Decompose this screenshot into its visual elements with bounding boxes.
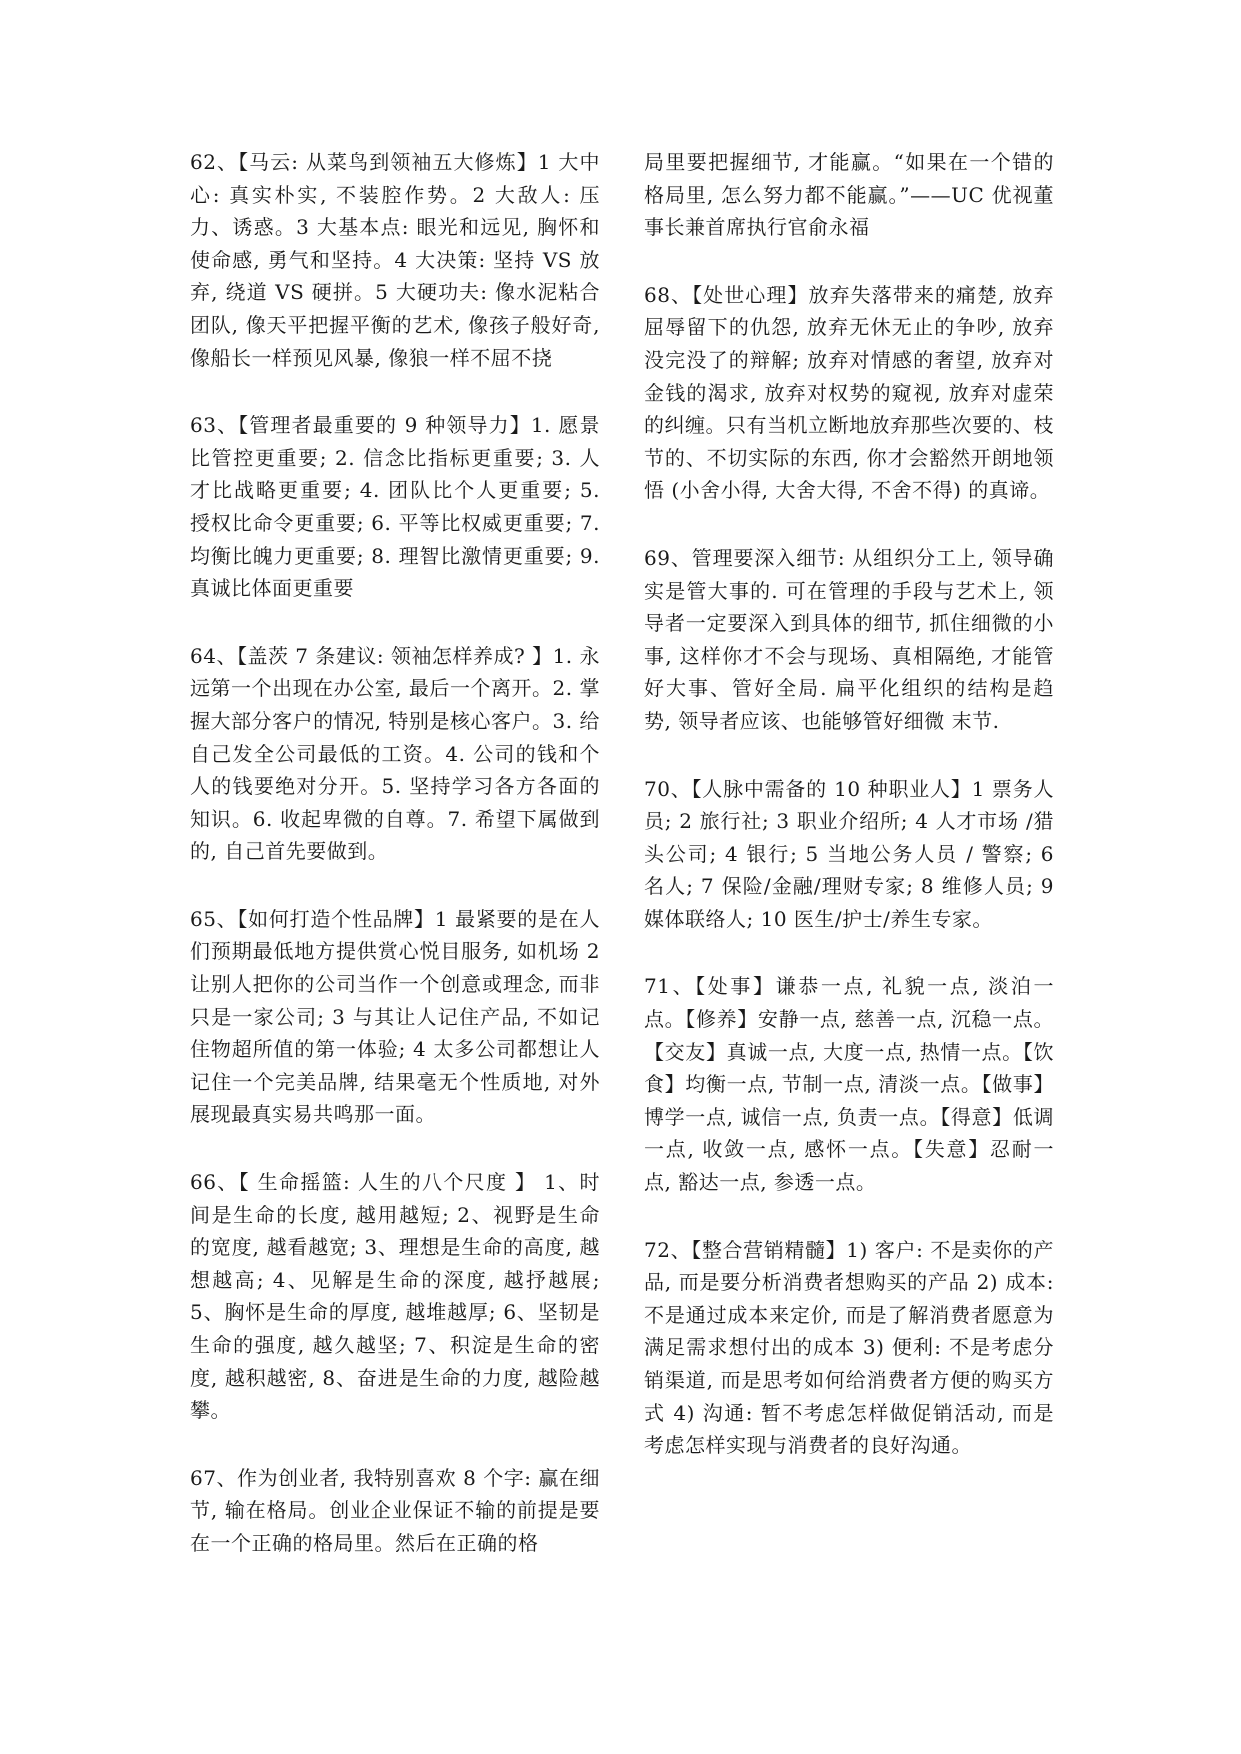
- left-column: [190, 146, 600, 1595]
- paragraph-67-start: 67、作为创业者, 我特别喜欢 8 个字: 赢在细节, 输在格局。创业企业保证不输的前提是要在一个正确的格局里。然后在正确的格: [190, 1465, 600, 1555]
- right-column: [644, 146, 1054, 1497]
- paragraph-67-end: 局里要把握细节, 才能赢。“如果在一个错的格局里, 怎么努力都不能赢。”——UC 优视董事长兼首席执行官俞永福: [644, 150, 1054, 240]
- paragraph-62: 62、【马云: 从菜鸟到领袖五大修炼】1 大中心: 真实朴实, 不装腔作势。2 大敌人: 压力、诱惑。3 大基本点: 眼光和远见, 胸怀和使命感, 勇气和坚持。4 大决策: 坚持 VS 放弃, 绕道 VS 硬拼。5 大硬功夫: 像水泥粘合团队, 像天平把握平衡的艺术, 像孩子般好奇, 像船长一样预见风暴, 像狼一样不屈不挠: [190, 150, 600, 370]
- paragraph-64: 64、【盖茨 7 条建议: 领袖怎样养成? 】1. 永远第一个出现在办公室, 最后一个离开。2. 掌握大部分客户的情况, 特别是核心客户。3. 给自己发全公司最低的工资。4. 公司的钱和个人的钱要绝对分开。5. 坚持学习各方各面的知识。6. 收起卑微的自尊。7. 希望下属做到的, 自己首先要做到。: [190, 643, 601, 864]
- paragraph-65: 65、【如何打造个性品牌】1 最紧要的是在人们预期最低地方提供赏心悦目服务, 如机场 2 让别人把你的公司当作一个创意或理念, 而非只是一家公司; 3 与其让人记住产品, 不如记住物超所值的第一体验; 4 太多公司都想让人记住一个完美品牌, 结果毫无个性质地, 对外展现最真实易共鸣那一面。: [190, 906, 600, 1127]
- paragraph-71: 71、【处事】谦恭一点, 礼貌一点, 淡泊一点。【修养】安静一点, 慈善一点, 沉稳一点。【交友】真诚一点, 大度一点, 热情一点。【饮食】均衡一点, 节制一点, 清淡一点。【做事】博学一点, 诚信一点, 负责一点。【得意】低调一点, 收敛一点, 感怀一点。【失意】忍耐一点, 豁达一点, 参透一点。: [644, 974, 1054, 1195]
- paragraph-70: 70、【人脉中需备的 10 种职业人】1 票务人员; 2 旅行社; 3 职业介绍所; 4 人才市场 /猎头公司; 4 银行; 5 当地公务人员 / 警察; 6 名人; 7 保险/金融/理财专家; 8 维修人员; 9 媒体联络人; 10 医生/护士/养生专家。: [644, 776, 1054, 931]
- paragraph-69: 69、管理要深入细节: 从组织分工上, 领导确实是管大事的. 可在管理的手段与艺术上, 领导者一定要深入到具体的细节, 抓住细微的小事, 这样你才不会与现场、真相隔绝, 才能管好大事、管好全局. 扁平化组织的结构是趋势, 领导者应该、也能够管好细微 末节.: [644, 545, 1054, 733]
- paragraph-63: 63、【管理者最重要的 9 种领导力】1. 愿景比管控更重要; 2. 信念比指标更重要; 3. 人才比战略更重要; 4. 团队比个人更重要; 5. 授权比命令更重要; 6. 平等比权威更重要; 7. 均衡比魄力更重要; 8. 理智比激情更重要; 9. 真诚比体面更重要: [190, 413, 600, 601]
- paragraph-68: 68、【处世心理】放弃失落带来的痛楚, 放弃屈辱留下的仇怨, 放弃无休无止的争吵, 放弃没完没了的辩解; 放弃对情感的奢望, 放弃对金钱的渴求, 放弃对权势的窥视, 放弃对虚荣的纠缠。只有当机立断地放弃那些次要的、枝节的、不切实际的东西, 你才会豁然开朗地领悟 (小舍小得, 大舍大得, 不舍不得) 的真谛。: [644, 282, 1054, 503]
- paragraph-66: 66、【 生命摇篮: 人生的八个尺度 】 1、时间是生命的长度, 越用越短; 2、视野是生命的宽度, 越看越宽; 3、理想是生命的高度, 越想越高; 4、见解是生命的深度, 越抒越展; 5、胸怀是生命的厚度, 越堆越厚; 6、坚韧是生命的强度, 越久越坚; 7、积淀是生命的密度, 越积越密, 8、奋进是生命的力度, 越险越攀。: [190, 1170, 600, 1423]
- paragraph-72: 72、【整合营销精髓】1) 客户: 不是卖你的产品, 而是要分析消费者想购买的产品 2) 成本: 不是通过成本来定价, 而是了解消费者愿意为满足需求想付出的成本 3) 便利: 不是考虑分销渠道, 而是思考如何给消费者方便的购买方式 4) 沟通: 暂不考虑怎样做促销活动, 而是考虑怎样实现与消费者的良好沟通。: [644, 1237, 1054, 1458]
